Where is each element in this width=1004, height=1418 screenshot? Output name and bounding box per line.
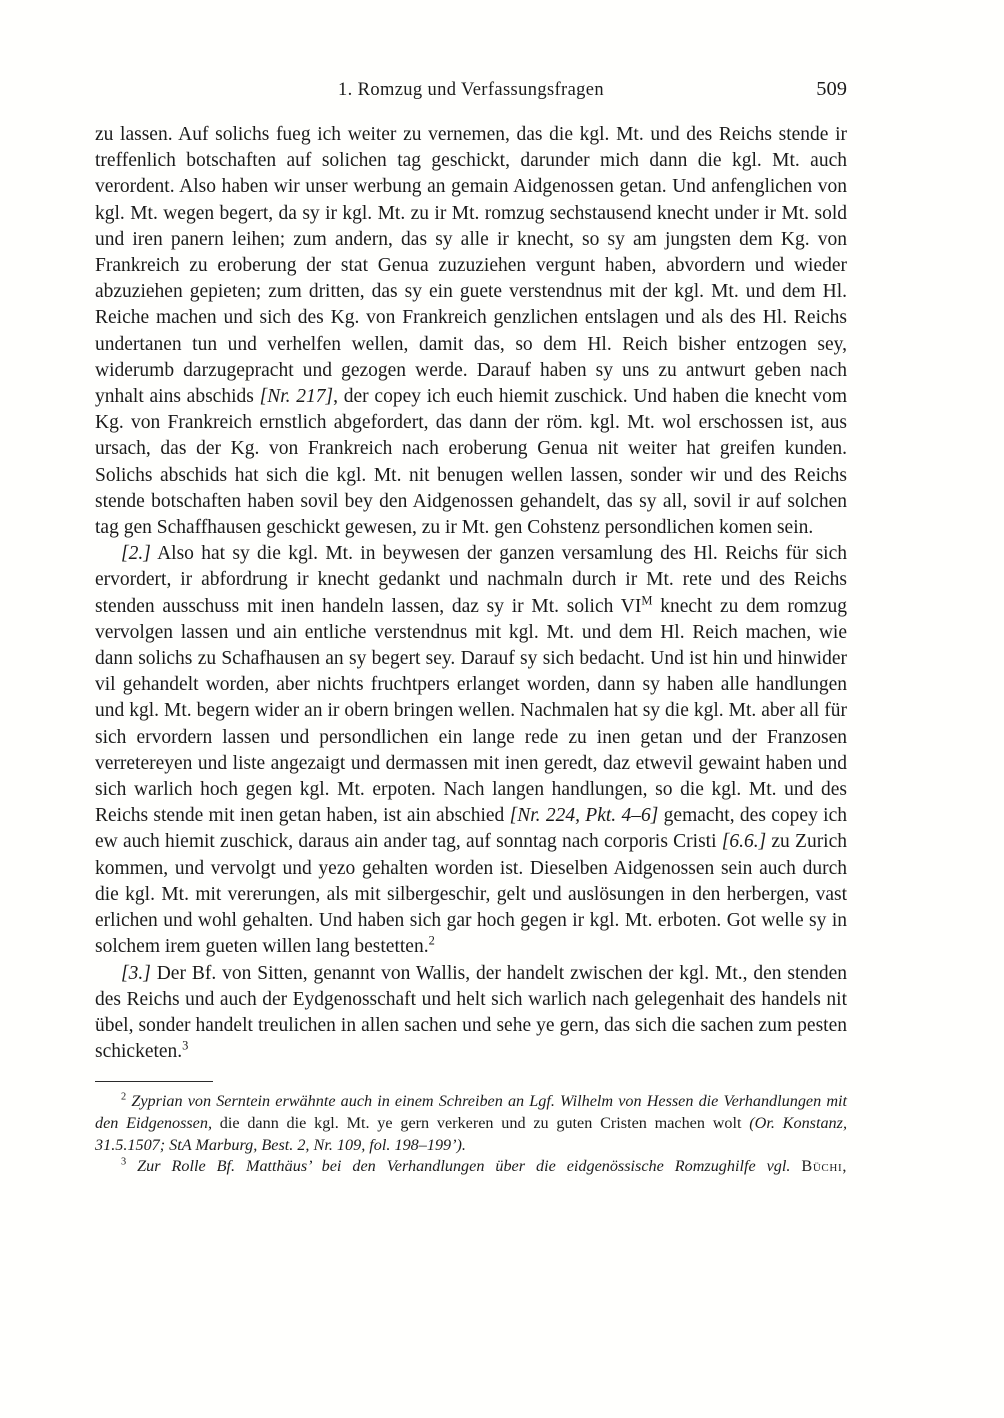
text-run: , der copey ich euch hiemit zuschick. Und haben die knecht vom Kg. von Frankreich ernstlich abgefordert, das dann der röm. kgl. Mt. wol erschossen ist, aus ursach, das der Kg. von Frankreich nach eroberung Genua nit weiter hat greifen kunden. Solichs abschids hat sich die kgl. Mt. nit benugen wellen lassen, sonder wir und des Reichs stende botschaften haben sovil bey den Aidgenossen gehandelt, das sy all, sovil ir auf solchen tag gen Schaffhausen geschickt gewesen, zu ir Mt. gen Cohstenz persondlichen komen sein.	[95, 386, 847, 539]
text-run: zu Zurich kommen, und vervolgt und yezo gehalten worden ist. Dieselben Aidgenossen sein auch durch die kgl. Mt. mit vererungen, als mit silbergeschir, gelt und auslösungen in den herbergen, vast erlichen und wohl gehalten. Und haben sich gar hoch gegen ir kgl. Mt. erboten. Got welle sy in solchem irem gueten willen lang bestetten.	[95, 831, 848, 958]
superscript-marker: 2	[428, 933, 435, 948]
text-run: (Or. Konstanz, 31.5.1507; StA Marburg, Best. 2, Nr. 109, fol. 198–199’).	[95, 1113, 847, 1154]
text-run: Büchi,	[801, 1157, 848, 1176]
running-title: 1. Romzug und Verfassungsfragen	[338, 80, 604, 100]
text-run: Also hat sy die kgl. Mt. in beywesen der ganzen versamlung des Hl. Reichs für sich ervordert, ir abfordrung ir knecht gedankt und nachmaln durch ir Mt. rete und des Reichs stenden ausschuss mit inen handeln lassen, daz sy ir Mt. solich VI	[95, 543, 847, 617]
text-run: [6.6.]	[721, 831, 767, 853]
footnote	[95, 1156, 847, 1178]
text-run: zu lassen. Auf solichs fueg ich weiter zu vernemen, das die kgl. Mt. und des Reichs stende ir treffenlich botschaften auf solichen tag geschickt, darunder mich dann die kgl. Mt. auch verordent. Also haben wir unser werbung an gemain Aidgenossen getan. Und anfenglichen von kgl. Mt. wegen begert, da sy ir kgl. Mt. zu ir Mt. romzug sechstausend knecht under ir Mt. sold und iren panern leihen; zum andern, das sy alle ir knecht, so sy am jungsten dem Kg. von Frankreich zu eroberung der stat Genua zuzuziehen vergunt haben, abvordern und wieder abzuziehen gepieten; zum dritten, das sy ein guete verstendnus mit der kgl. Mt. und dem Hl. Reiche machen und sich des Kg. von Frankreich genzlichen entslagen und als des Hl. Reichs undertanen tun und verhelfen wellen, damit das, so dem Hl. Reich bisher entzogen sey, widerumb darzugepracht und gezogen werde. Darauf haben sy uns zu antwurt geben nach ynhalt ains abschids	[95, 124, 847, 408]
page-content	[95, 80, 847, 1178]
page-number: 509	[816, 78, 847, 100]
page-header	[95, 80, 847, 106]
paragraph	[95, 122, 847, 541]
paragraph	[95, 541, 847, 960]
text-run: [Nr. 217]	[259, 386, 334, 408]
text-run: [3.]	[121, 962, 151, 984]
text-run: knecht zu dem romzug vervolgen lassen und ain entliche verstendnus mit kgl. Mt. und dem Hl. Reich machen, wie dann solichs zu Schafhausen an sy begert sey. Darauf sy sich bedacht. Und ist hin und hinwider vil gehandelt worden, aber nichts fruchtpers erlanget worden, dann sy haben alle handlungen und kgl. Mt. begern wider an ir obern bringen wellen. Nachmalen hat sy die kgl. Mt. aber all für sich ervordern lassen und persondlichen ein lange rede zu inen getan und der Franzosen verretereyen und liste angezaigt und dermassen mit inen geredt, daz etwevil gewaint haben und sich warlich hoch gegen kgl. Mt. erpoten. Nach langen handlungen, so die kgl. Mt. und des Reichs stende mit inen getan haben, ist ain abschied	[95, 595, 847, 827]
text-run	[126, 1157, 137, 1175]
footnotes	[95, 1091, 847, 1177]
text-run: die dann die kgl. Mt. ye gern verkeren und zu guten Cristen machen wolt	[212, 1113, 750, 1132]
paragraph	[95, 961, 847, 1066]
superscript-marker: 3	[182, 1038, 189, 1053]
text-run: Zyprian von Serntein erwähnte auch in einem Schreiben an Lgf. Wilhelm von Hessen die Verhandlungen mit den Eidgenossen,	[95, 1092, 848, 1132]
text-run: gemacht, des copey ich ew auch hiemit zuschick, daraus ain ander tag, auf sonntag nach corporis Cristi	[95, 805, 847, 853]
body-text	[95, 122, 847, 1065]
text-run: [2.]	[121, 543, 151, 565]
superscript-marker: 3	[121, 1156, 127, 1168]
text-run: Der Bf. von Sitten, genannt von Wallis, der handelt zwischen der kgl. Mt., den stenden des Reichs und auch der Eydgenosschaft und helt sich warlich nach gelegenhait des handels nit übel, sonder handelt treulichen in allen sachen und sehe ye gern, das sich die sachen zum pesten schicketen.	[95, 962, 847, 1063]
text-run: [Nr. 224, Pkt. 4–6]	[509, 805, 659, 827]
footnote-separator	[95, 1081, 213, 1082]
superscript-marker: 2	[121, 1091, 127, 1103]
footnote	[95, 1091, 847, 1156]
superscript-marker: M	[641, 593, 653, 608]
text-run: Zur Rolle Bf. Matthäus’ bei den Verhandlungen über die eidgenössische Romzughilfe vgl.	[137, 1157, 802, 1176]
